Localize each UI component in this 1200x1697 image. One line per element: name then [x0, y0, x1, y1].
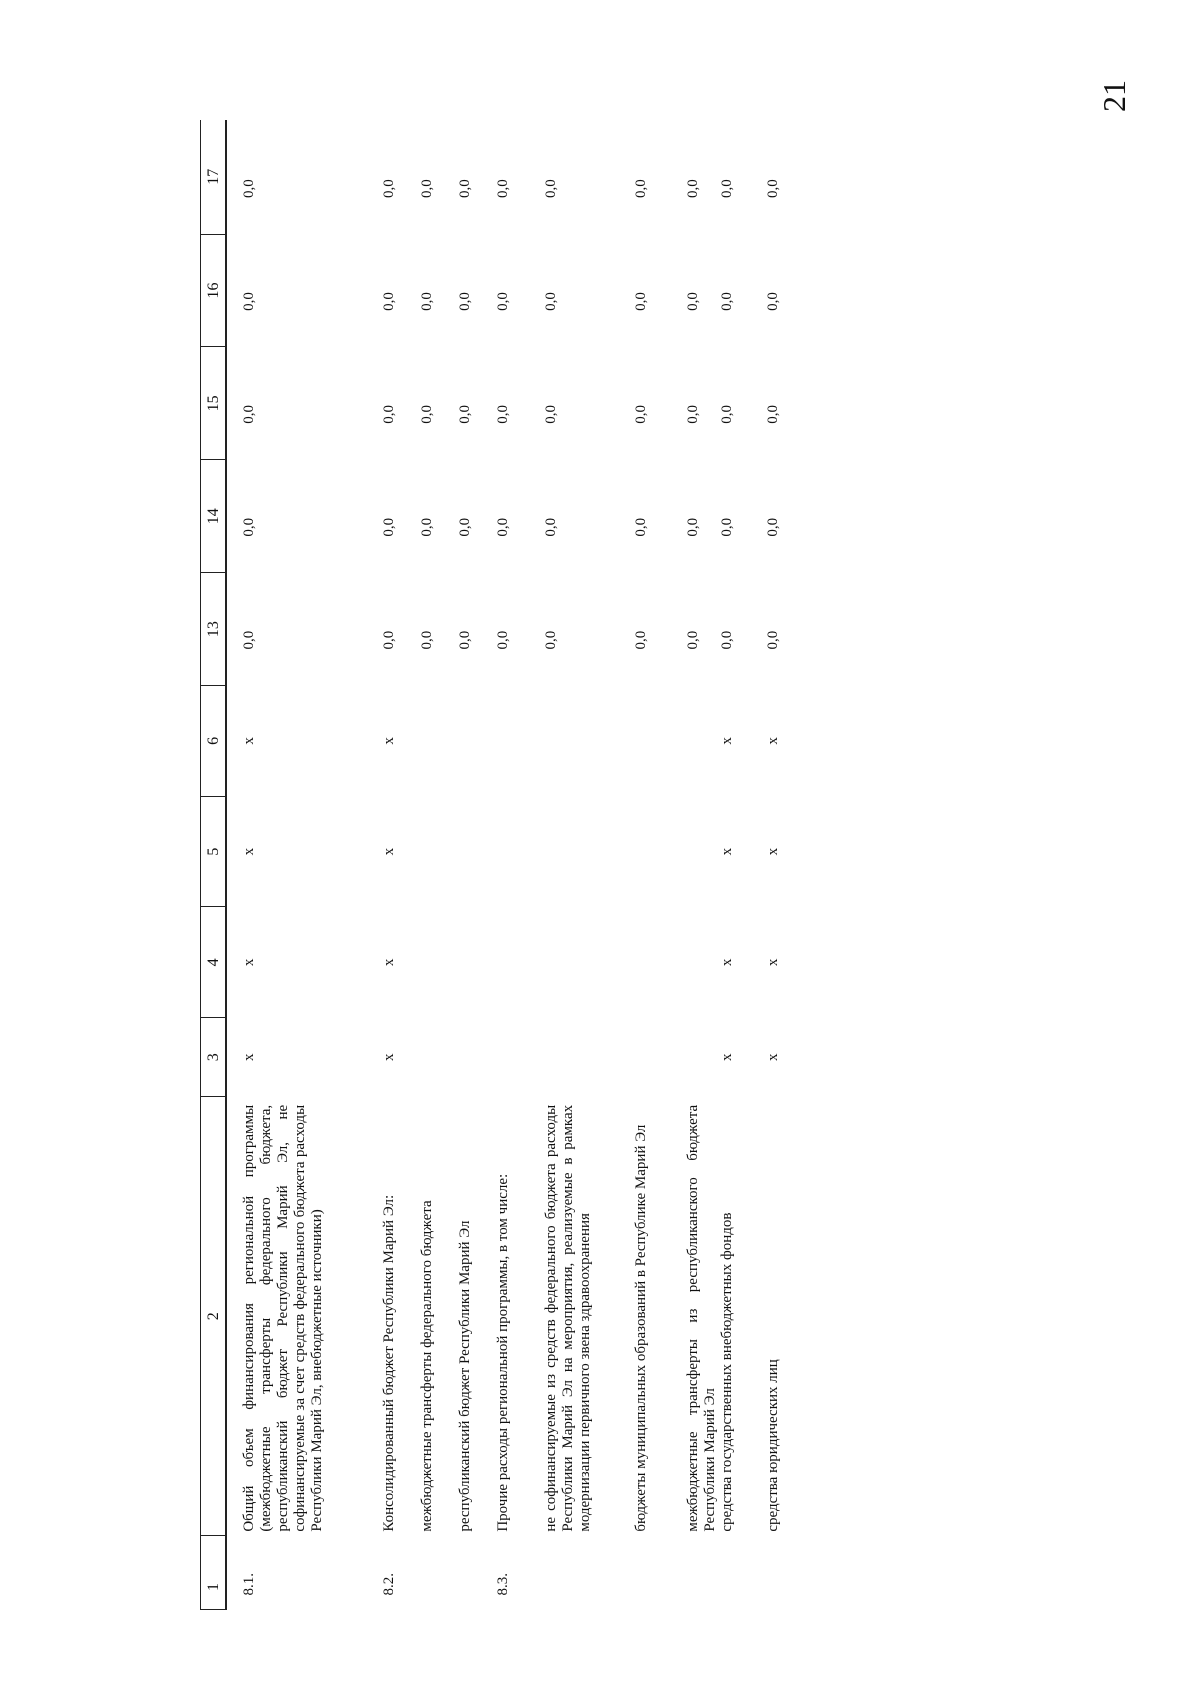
cell-col-17: 0,0	[381, 179, 397, 199]
cell-col-4: x	[719, 958, 735, 967]
cell-col-4	[679, 907, 719, 1018]
column-header: 6	[201, 685, 227, 796]
cell-col-13: 0,0	[241, 630, 257, 650]
financing-table	[200, 120, 795, 1610]
cell-col-5: x	[381, 847, 397, 856]
column-header: 14	[201, 460, 227, 573]
cell-col-15: 0,0	[543, 405, 559, 424]
row-number	[537, 1536, 627, 1610]
cell-col-13: 0,0	[419, 630, 435, 650]
table-row	[679, 120, 719, 1610]
cell-col-16: 0,0	[685, 292, 701, 311]
cell-col-3: x	[765, 1053, 781, 1062]
row-description: средства государственных внебюджетных фондов	[719, 1212, 735, 1532]
cell-col-5: x	[765, 847, 781, 856]
cell-col-3	[627, 1018, 679, 1097]
row-description: межбюджетные трансферты из республиканского бюджета Республики Марий Эл	[685, 1104, 718, 1532]
row-description: республиканский бюджет Республики Марий Эл	[457, 1220, 473, 1532]
table-header-row	[201, 120, 227, 1610]
cell-col-16: 0,0	[457, 292, 473, 311]
cell-col-14: 0,0	[241, 517, 257, 537]
row-number: 8.2.	[381, 1573, 397, 1596]
cell-col-16: 0,0	[419, 292, 435, 311]
cell-col-17: 0,0	[241, 179, 257, 199]
table-row	[719, 120, 747, 1610]
cell-col-5	[451, 796, 489, 907]
cell-col-15: 0,0	[419, 405, 435, 424]
table-row	[451, 120, 489, 1610]
cell-col-15: 0,0	[457, 405, 473, 424]
cell-col-13: 0,0	[457, 630, 473, 650]
row-number	[413, 1536, 451, 1610]
cell-col-5	[627, 796, 679, 907]
cell-col-14: 0,0	[381, 517, 397, 537]
table-row	[413, 120, 451, 1610]
cell-col-14: 0,0	[765, 517, 781, 537]
cell-col-16: 0,0	[495, 292, 511, 311]
cell-col-13: 0,0	[765, 630, 781, 650]
cell-col-14: 0,0	[719, 517, 735, 537]
row-number: 8.1.	[241, 1573, 257, 1596]
cell-col-13: 0,0	[633, 630, 649, 650]
cell-col-5	[489, 796, 537, 907]
row-description: межбюджетные трансферты федерального бюджета	[419, 1200, 435, 1532]
row-description: бюджеты муниципальных образований в Республике Марий Эл	[633, 1124, 649, 1532]
row-number	[747, 1536, 795, 1610]
cell-col-17: 0,0	[719, 179, 735, 199]
cell-col-4	[489, 907, 537, 1018]
row-description: Общий объем финансирования региональной программы (межбюджетные трансферты федерального бюджета, республиканский бюджет Республики Марий Эл, не софинансируемые за счет средств федерального бюджета расходы Республики Марий Эл, внебюджетные источники)	[241, 1104, 325, 1532]
column-header: 3	[201, 1018, 227, 1097]
column-header: 17	[201, 120, 227, 234]
cell-col-17: 0,0	[765, 179, 781, 199]
page-number: 21	[1096, 80, 1132, 112]
cell-col-4: x	[241, 958, 257, 967]
row-description: Прочие расходы региональной программы, в том числе:	[495, 1173, 511, 1532]
table-row	[747, 120, 795, 1610]
cell-col-5: x	[719, 847, 735, 856]
cell-col-6	[451, 685, 489, 796]
cell-col-15: 0,0	[381, 405, 397, 424]
cell-col-13: 0,0	[719, 630, 735, 650]
cell-col-13: 0,0	[381, 630, 397, 650]
cell-col-3	[451, 1018, 489, 1097]
cell-col-6: x	[241, 737, 257, 745]
table-row	[226, 120, 369, 1610]
table-row	[369, 120, 413, 1610]
row-number	[627, 1536, 679, 1610]
cell-col-3: x	[241, 1053, 257, 1062]
cell-col-4	[451, 907, 489, 1018]
cell-col-15: 0,0	[241, 405, 257, 424]
row-description: средства юридических лиц	[765, 1359, 781, 1532]
cell-col-16: 0,0	[241, 292, 257, 311]
cell-col-14: 0,0	[495, 517, 511, 537]
column-header: 1	[201, 1536, 227, 1610]
cell-col-5	[679, 796, 719, 907]
cell-col-5	[413, 796, 451, 907]
cell-col-6	[413, 685, 451, 796]
cell-col-6: x	[765, 737, 781, 745]
cell-col-15: 0,0	[495, 405, 511, 424]
cell-col-14: 0,0	[543, 517, 559, 537]
cell-col-4	[537, 907, 627, 1018]
cell-col-6: x	[719, 737, 735, 745]
table-row	[627, 120, 679, 1610]
cell-col-4	[627, 907, 679, 1018]
cell-col-17: 0,0	[543, 179, 559, 199]
row-number	[679, 1536, 719, 1610]
cell-col-6	[537, 685, 627, 796]
cell-col-3	[489, 1018, 537, 1097]
cell-col-5	[537, 796, 627, 907]
column-header: 15	[201, 347, 227, 460]
cell-col-16: 0,0	[633, 292, 649, 311]
cell-col-5: x	[241, 847, 257, 856]
rotated-table-wrapper	[200, 120, 990, 1610]
cell-col-14: 0,0	[419, 517, 435, 537]
column-header: 16	[201, 234, 227, 347]
cell-col-13: 0,0	[685, 630, 701, 650]
row-number: 8.3.	[495, 1573, 511, 1596]
cell-col-15: 0,0	[685, 405, 701, 424]
cell-col-14: 0,0	[685, 517, 701, 537]
cell-col-3	[537, 1018, 627, 1097]
cell-col-4	[413, 907, 451, 1018]
cell-col-4: x	[381, 958, 397, 967]
table-row	[537, 120, 627, 1610]
cell-col-13: 0,0	[495, 630, 511, 650]
cell-col-15: 0,0	[719, 405, 735, 424]
column-header: 5	[201, 796, 227, 907]
cell-col-3	[679, 1018, 719, 1097]
cell-col-14: 0,0	[457, 517, 473, 537]
cell-col-3: x	[719, 1053, 735, 1062]
cell-col-17: 0,0	[419, 179, 435, 199]
column-header: 2	[201, 1097, 227, 1536]
column-header: 13	[201, 573, 227, 686]
cell-col-16: 0,0	[719, 292, 735, 311]
cell-col-6	[627, 685, 679, 796]
cell-col-6	[489, 685, 537, 796]
row-number	[719, 1536, 747, 1610]
cell-col-4: x	[765, 958, 781, 967]
cell-col-13: 0,0	[543, 630, 559, 650]
cell-col-6: x	[381, 737, 397, 745]
row-number	[451, 1536, 489, 1610]
cell-col-15: 0,0	[633, 405, 649, 424]
cell-col-17: 0,0	[457, 179, 473, 199]
cell-col-14: 0,0	[633, 517, 649, 537]
cell-col-17: 0,0	[685, 179, 701, 199]
cell-col-6	[679, 685, 719, 796]
table-row	[489, 120, 537, 1610]
cell-col-16: 0,0	[765, 292, 781, 311]
row-description: Консолидированный бюджет Республики Марий Эл:	[381, 1194, 397, 1532]
row-description: не софинансируемые из средств федерального бюджета расходы Республики Марий Эл на мероприятия, реализуемые в рамках модернизации первичного звена здравоохранения	[543, 1104, 593, 1532]
cell-col-15: 0,0	[765, 405, 781, 424]
cell-col-17: 0,0	[633, 179, 649, 199]
cell-col-16: 0,0	[381, 292, 397, 311]
column-header: 4	[201, 907, 227, 1018]
cell-col-17: 0,0	[495, 179, 511, 199]
cell-col-3	[413, 1018, 451, 1097]
cell-col-3: x	[381, 1053, 397, 1062]
cell-col-16: 0,0	[543, 292, 559, 311]
